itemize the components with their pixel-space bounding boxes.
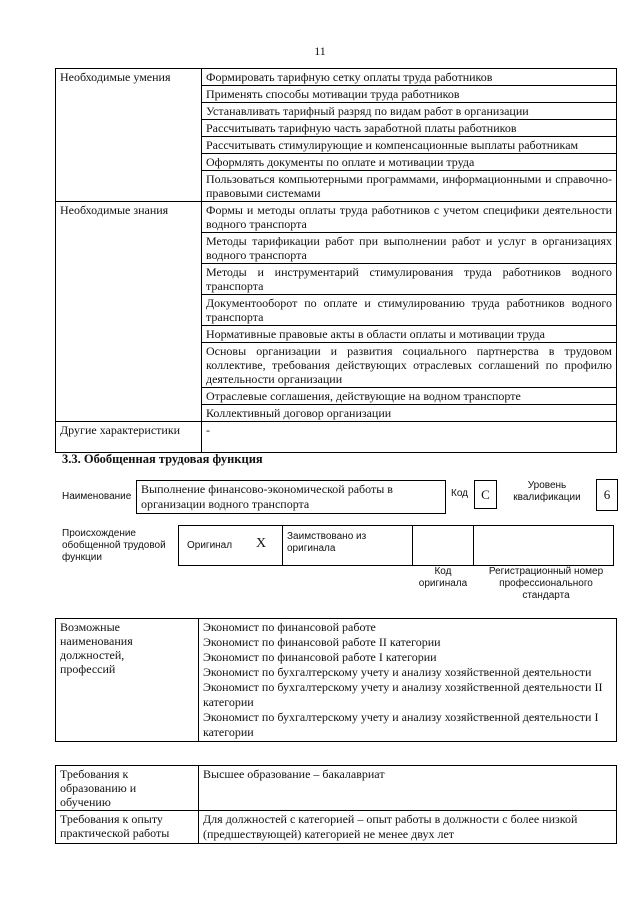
- requirements-table: [55, 765, 617, 844]
- position-item: Экономист по бухгалтерскому учету и анализу хозяйственной деятельности: [203, 665, 592, 679]
- positions-label-text: Возможные наименования должностей, профессий: [60, 620, 133, 676]
- knowledge-item: Основы организации и развития социального партнерства в трудовом коллективе, требования действующих отраслевых соглашений по профилю деятельности организации: [202, 343, 617, 388]
- positions-list: [199, 619, 617, 742]
- code-caption: Код оригинала: [418, 566, 468, 589]
- knowledge-item: Коллективный договор организации: [202, 405, 617, 422]
- knowledge-item: Нормативные правовые акты в области оплаты и мотивации труда: [202, 326, 617, 343]
- skills-knowledge-table: [55, 68, 617, 453]
- code-value: C: [474, 480, 497, 509]
- reg-caption: Регистрационный номер профессионального стандарта: [488, 566, 604, 601]
- knowledge-item: Отраслевые соглашения, действующие на водном транспорте: [202, 388, 617, 405]
- knowledge-label: Необходимые знания: [56, 202, 202, 422]
- education-label-text: Требования к образованию и обучению: [60, 767, 137, 809]
- original-mark: X: [256, 536, 267, 551]
- code-label: Код: [451, 488, 469, 499]
- skill-item: Пользоваться компьютерными программами, информационными и справочно-правовыми системами: [202, 171, 617, 202]
- position-item: Экономист по бухгалтерскому учету и анализу хозяйственной деятельности I категории: [203, 710, 599, 739]
- positions-label: [56, 619, 199, 742]
- skill-item: Оформлять документы по оплате и мотивации труда: [202, 154, 617, 171]
- skills-label: Необходимые умения: [56, 69, 202, 202]
- skill-item: Рассчитывать тарифную часть заработной платы работников: [202, 120, 617, 137]
- education-label: [56, 766, 199, 811]
- origin-box: [178, 525, 614, 566]
- skill-item: Рассчитывать стимулирующие и компенсационные выплаты работникам: [202, 137, 617, 154]
- knowledge-item: Документооборот по оплате и стимулированию труда работников водного транспорта: [202, 295, 617, 326]
- position-item: Экономист по бухгалтерскому учету и анализу хозяйственной деятельности II категории: [203, 680, 603, 709]
- name-box: [136, 480, 446, 514]
- skill-item: Устанавливать тарифный разряд по видам работ в организации: [202, 103, 617, 120]
- origin-divider: [473, 526, 474, 565]
- origin-divider: [282, 526, 283, 565]
- borrowed-label: Заимствовано из оригинала: [287, 531, 367, 554]
- skill-item: Применять способы мотивации труда работников: [202, 86, 617, 103]
- education-value: Высшее образование – бакалавриат: [199, 766, 617, 811]
- other-label: Другие характеристики: [56, 422, 202, 453]
- experience-label: Требования к опыту практической работы: [56, 811, 199, 844]
- position-item: Экономист по финансовой работе II категории: [203, 635, 441, 649]
- knowledge-item: Формы и методы оплаты труда работников с учетом специфики деятельности водного транспорта: [202, 202, 617, 233]
- page-number: 11: [314, 44, 326, 58]
- positions-table: [55, 618, 617, 742]
- level-label: Уровень квалификации: [513, 480, 581, 503]
- skill-item: Формировать тарифную сетку оплаты труда работников: [202, 69, 617, 86]
- knowledge-item: Методы и инструментарий стимулирования труда работников водного транспорта: [202, 264, 617, 295]
- name-label: Наименование: [62, 491, 132, 502]
- level-value: 6: [596, 479, 618, 511]
- original-label: Оригинал: [187, 540, 233, 551]
- section-heading: 3.3. Обобщенная трудовая функция: [62, 452, 263, 466]
- position-item: Экономист по финансовой работе I категории: [203, 650, 437, 664]
- origin-divider: [412, 526, 413, 565]
- origin-label: Происхождение обобщенной трудовой функции: [62, 528, 166, 563]
- other-value: -: [202, 422, 617, 453]
- knowledge-item: Методы тарификации работ при выполнении работ и услуг в организациях водного транспорта: [202, 233, 617, 264]
- experience-value: Для должностей с категорией – опыт работы в должности с более низкой (предшествующей) категорией не менее двух лет: [199, 811, 617, 844]
- position-item: Экономист по финансовой работе: [203, 620, 376, 634]
- name-value: Выполнение финансово-экономической работы в организации водного транспорта: [141, 482, 393, 511]
